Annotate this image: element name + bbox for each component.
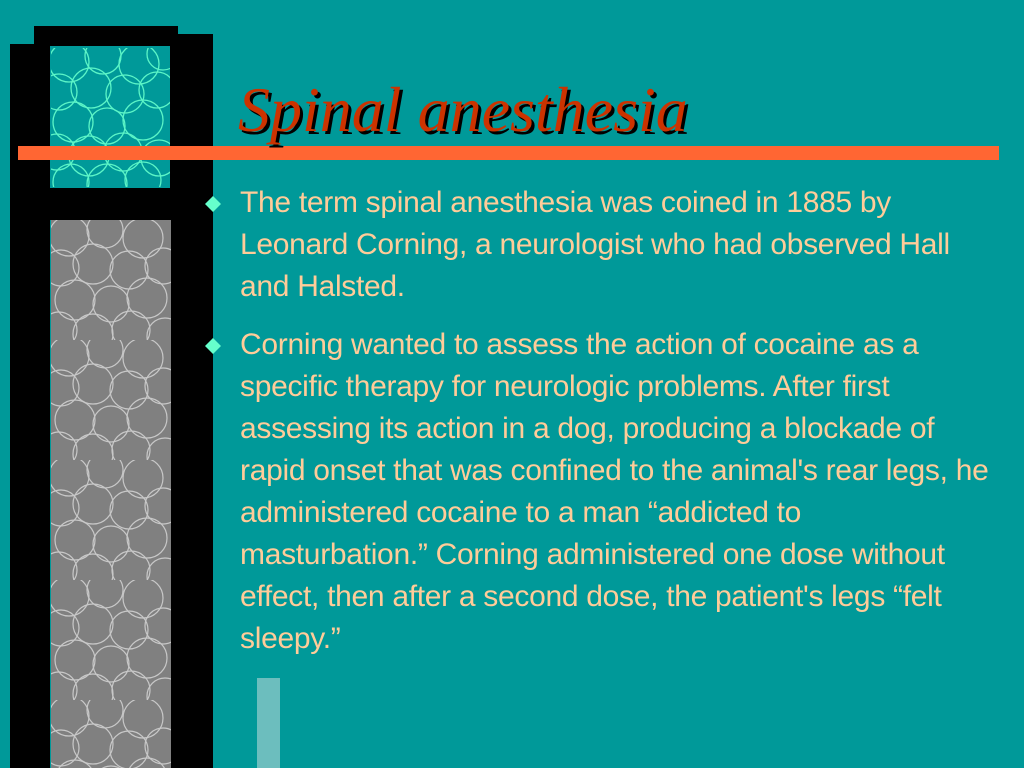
bullet-list bbox=[205, 182, 995, 676]
slide-title: Spinal anesthesia bbox=[238, 74, 688, 145]
decorative-strip bbox=[257, 678, 280, 768]
diamond-icon bbox=[205, 196, 221, 212]
decorative-bar-top bbox=[34, 26, 178, 46]
decorative-bar-middle bbox=[40, 188, 180, 220]
bullet-item bbox=[205, 182, 995, 308]
circle-pattern-teal bbox=[51, 48, 170, 187]
bullet-text: Corning wanted to assess the action of cocaine as a specific therapy for neurologic problems. After first assessing its action in a dog, producing a blockade of rapid onset that was confined to the animal's rear legs, he administered cocaine to a man “addicted to masturbation.” Corning administered one dose without effect, then after a second dose, the patient's legs “felt sleepy.” bbox=[240, 328, 989, 655]
bullet-text: The term spinal anesthesia was coined in 1885 by Leonard Corning, a neurologist who had observed Hall and Halsted. bbox=[240, 186, 950, 303]
diamond-icon bbox=[205, 338, 221, 354]
bullet-item bbox=[205, 324, 995, 660]
circle-pattern-teal-icon bbox=[51, 48, 170, 187]
circle-pattern-gray bbox=[51, 220, 171, 768]
circle-pattern-gray-icon bbox=[51, 220, 171, 768]
